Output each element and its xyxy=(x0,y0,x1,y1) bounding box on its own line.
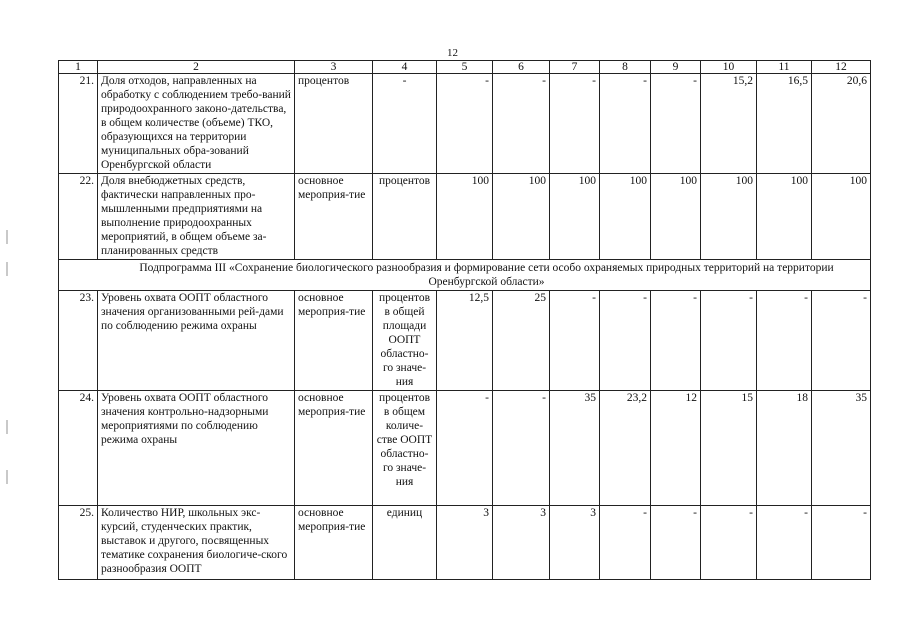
year-value-cell: - xyxy=(757,506,812,580)
year-value-cell: 100 xyxy=(493,174,550,260)
year-value-cell: 3 xyxy=(550,506,600,580)
indicator-unit: единиц xyxy=(373,506,437,580)
year-value-cell: 20,6 xyxy=(812,74,871,174)
year-value-cell: - xyxy=(550,291,600,391)
indicator-name: Доля внебюджетных средств, фактически направленных про-мышленными предприятиями на выполнение природоохранных мероприятий, в общем объеме за-планированных средств xyxy=(98,174,295,260)
year-value-cell: 23,2 xyxy=(600,391,651,506)
row-number: 25. xyxy=(59,506,98,580)
indicator-type: основное мероприя-тие xyxy=(295,506,373,580)
year-value-cell: - xyxy=(757,291,812,391)
indicator-name: Количество НИР, школьных экс-курсий, студенческих практик, выставок и другого, посвященных тематике сохранения биологиче-ского разнообразия ООПТ xyxy=(98,506,295,580)
column-number-header: 11 xyxy=(757,61,812,74)
year-value-cell: - xyxy=(701,506,757,580)
column-number-header: 6 xyxy=(493,61,550,74)
indicator-unit: процентов в общей площади ООПТ областно-го значе-ния xyxy=(373,291,437,391)
column-number-header: 2 xyxy=(98,61,295,74)
column-number-row xyxy=(59,61,871,74)
row-number: 24. xyxy=(59,391,98,506)
year-value-cell: 15 xyxy=(701,391,757,506)
year-value-cell: - xyxy=(651,506,701,580)
year-value-cell: - xyxy=(600,291,651,391)
subprogram-title: Подпрограмма III «Сохранение биологического разнообразия и формирование сети особо охраняемых природных территорий на территории Оренбургской области» xyxy=(59,260,871,291)
year-value-cell: 16,5 xyxy=(757,74,812,174)
indicator-unit: процентов в общем количе-стве ООПТ областно-го значе-ния xyxy=(373,391,437,506)
row-number: 23. xyxy=(59,291,98,391)
subprogram-row xyxy=(59,260,871,291)
table-row xyxy=(59,174,871,260)
year-value-cell: 3 xyxy=(493,506,550,580)
indicator-type: основное мероприя-тие xyxy=(295,291,373,391)
table-row xyxy=(59,74,871,174)
column-number-header: 10 xyxy=(701,61,757,74)
column-number-header: 1 xyxy=(59,61,98,74)
indicator-name: Доля отходов, направленных на обработку с соблюдением требо-ваний природоохранного законо-дательства, в общем количестве (объеме) ТКО, образующихся на территории муниципальных обра-зований Оренбургской области xyxy=(98,74,295,174)
column-number-header: 3 xyxy=(295,61,373,74)
year-value-cell: 100 xyxy=(812,174,871,260)
column-number-header: 7 xyxy=(550,61,600,74)
year-value-cell: 100 xyxy=(437,174,493,260)
indicator-type: процентов xyxy=(295,74,373,174)
year-value-cell: 100 xyxy=(651,174,701,260)
year-value-cell: 100 xyxy=(600,174,651,260)
year-value-cell: - xyxy=(600,506,651,580)
column-number-header: 4 xyxy=(373,61,437,74)
indicator-type: основное мероприя-тие xyxy=(295,391,373,506)
year-value-cell: 100 xyxy=(701,174,757,260)
year-value-cell: - xyxy=(437,74,493,174)
indicator-name: Уровень охвата ООПТ областного значения контрольно-надзорными мероприятиями по соблюдению режима охраны xyxy=(98,391,295,506)
page-number: 12 xyxy=(447,47,458,59)
year-value-cell: 3 xyxy=(437,506,493,580)
year-value-cell: 100 xyxy=(550,174,600,260)
indicator-unit: процентов xyxy=(373,174,437,260)
indicators-table xyxy=(58,60,871,580)
year-value-cell: - xyxy=(437,391,493,506)
table-row xyxy=(59,506,871,580)
indicator-type: основное мероприя-тие xyxy=(295,174,373,260)
column-number-header: 12 xyxy=(812,61,871,74)
year-value-cell: - xyxy=(493,74,550,174)
year-value-cell: - xyxy=(812,506,871,580)
year-value-cell: - xyxy=(493,391,550,506)
year-value-cell: 18 xyxy=(757,391,812,506)
row-number: 22. xyxy=(59,174,98,260)
year-value-cell: - xyxy=(651,291,701,391)
year-value-cell: 35 xyxy=(550,391,600,506)
year-value-cell: 12,5 xyxy=(437,291,493,391)
year-value-cell: 35 xyxy=(812,391,871,506)
year-value-cell: - xyxy=(550,74,600,174)
year-value-cell: 25 xyxy=(493,291,550,391)
indicator-unit: - xyxy=(373,74,437,174)
column-number-header: 8 xyxy=(600,61,651,74)
year-value-cell: - xyxy=(600,74,651,174)
year-value-cell: - xyxy=(701,291,757,391)
year-value-cell: 15,2 xyxy=(701,74,757,174)
table-row xyxy=(59,291,871,391)
year-value-cell: 12 xyxy=(651,391,701,506)
indicator-name: Уровень охвата ООПТ областного значения организованными рей-дами по соблюдению режима охраны xyxy=(98,291,295,391)
column-number-header: 5 xyxy=(437,61,493,74)
year-value-cell: 100 xyxy=(757,174,812,260)
row-number: 21. xyxy=(59,74,98,174)
table-row xyxy=(59,391,871,506)
year-value-cell: - xyxy=(812,291,871,391)
year-value-cell: - xyxy=(651,74,701,174)
column-number-header: 9 xyxy=(651,61,701,74)
